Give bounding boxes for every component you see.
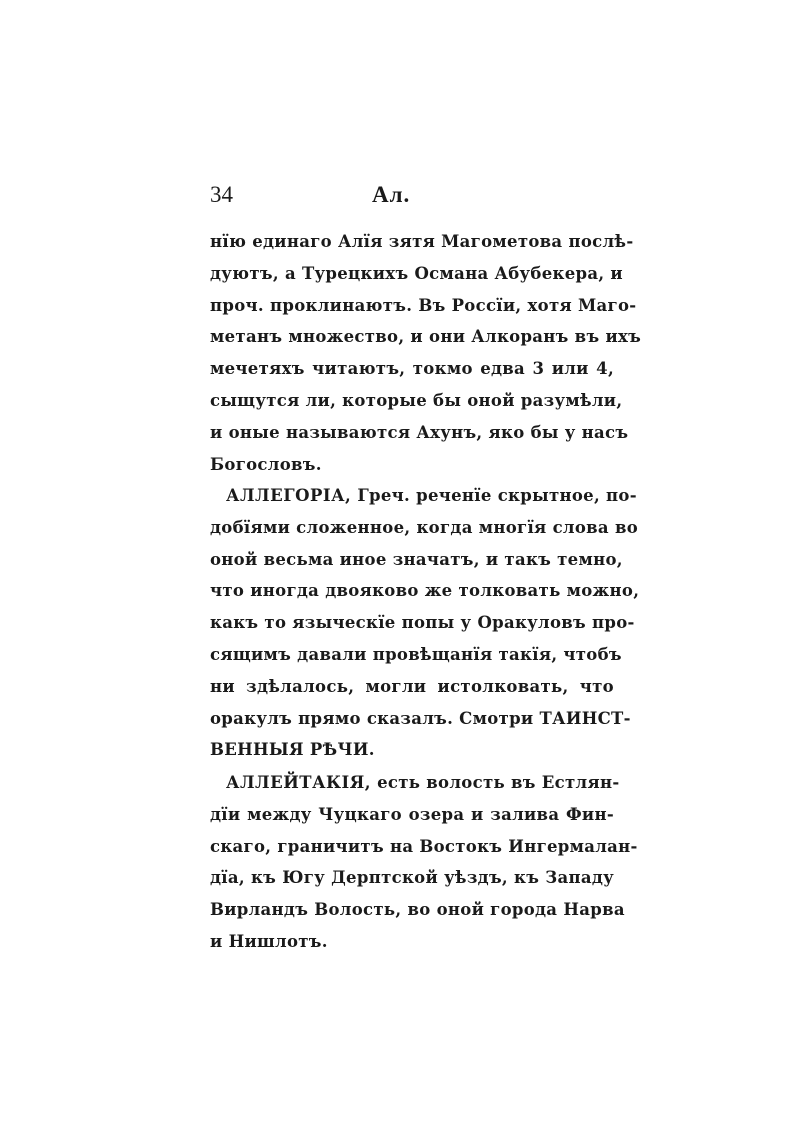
entry-term: АЛЛЕГОРІА, [226,486,352,505]
entry-first-line [210,480,637,512]
text-line: мечетяхъ читаютъ, токмо едва 3 или 4, [210,359,614,379]
page-number: 34 [210,182,233,207]
text-line: дїи между Чуцкаго озера и залива Фин- [210,804,614,824]
text-line: метанъ множество, и они Алкоранъ въ ихъ [210,327,642,347]
text-fragment: есть волость въ Естлян- [371,773,620,792]
text-line: дїа, къ Югу Дерптской уѣздъ, къ Западу [210,868,614,888]
text-fragment: Греч. реченїе скрытное, по- [351,486,637,505]
text-line: ни здѣлалось, могли истолковать, что [210,676,614,696]
page-header [210,182,610,216]
text-line: проч. проклинаютъ. Въ Россїи, хотя Маго- [210,295,637,315]
text-line: нїю единаго Алїя зятя Магометова послѣ- [210,232,634,251]
text-line: какъ то языческїе попы у Оракуловъ про- [210,613,635,633]
text-line: Вирландъ Волость, во оной города Нарва [210,900,625,920]
text-line: оной весьма иное значатъ, и такъ темно, [210,549,623,569]
text-line: ВЕННЫЯ РѢЧИ. [210,740,375,760]
text-line: добїями сложенное, когда многїя слова во [210,517,639,537]
text-line: сыщутся ли, которые бы оной разумѣли, [210,390,623,410]
text-line: оракулъ прямо сказалъ. Смотри ТАИНСТ- [210,708,631,728]
entry-alleitakia [210,767,638,958]
text-line: сящимъ давали провѣщанїя такїя, чтобъ [210,644,622,664]
text-line: Богословъ. [210,454,322,474]
text-line: скаго, граничитъ на Востокъ Ингермалан- [210,836,638,856]
text-line: и Нишлотъ. [210,931,328,951]
entry-term: АЛЛЕЙТАКІЯ, [226,773,372,792]
text-line: дуютъ, а Турецкихъ Османа Абубекера, и [210,263,623,283]
entry-first-line [210,767,620,799]
text-line: и оные называются Ахунъ, яко бы у насъ [210,422,629,442]
running-head: Ал. [372,182,411,207]
entry-allegoria [210,480,640,766]
paragraph-continuation [210,226,642,480]
text-line: что иногда двояково же толковать можно, [210,581,640,601]
